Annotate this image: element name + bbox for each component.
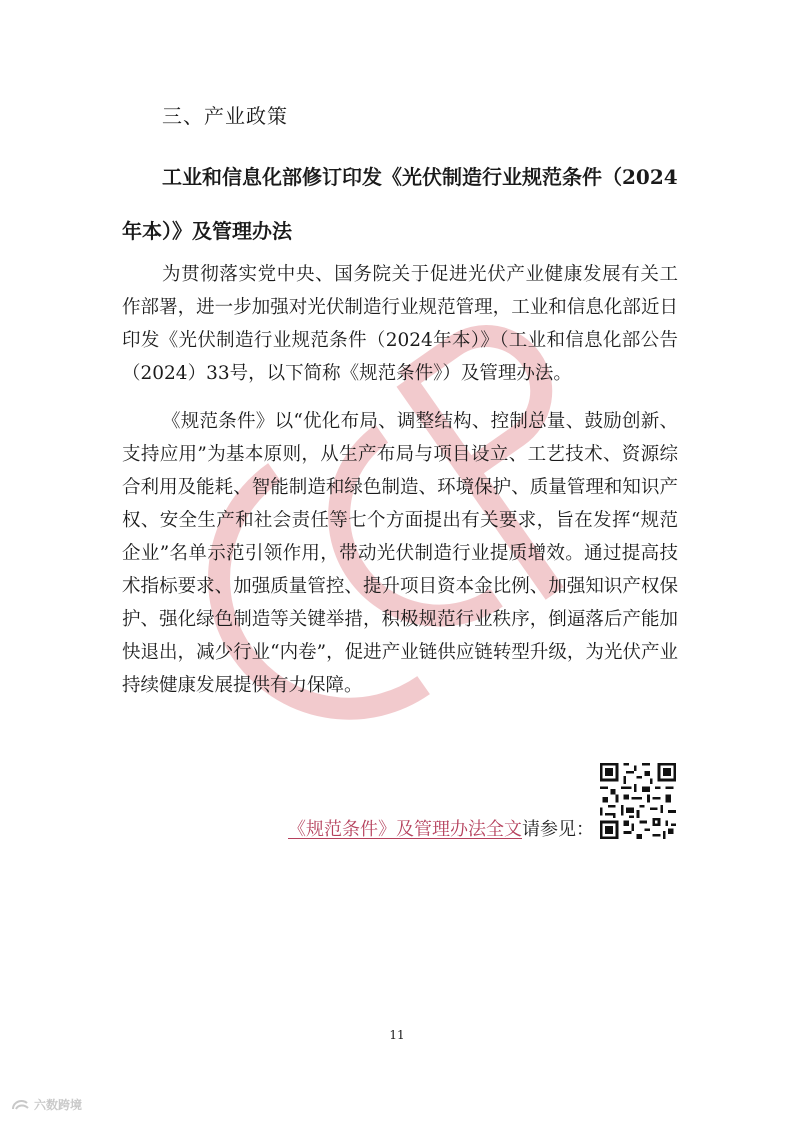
article-title-line2: 年本）》及管理办法	[122, 219, 292, 243]
reference-line	[288, 817, 594, 843]
corner-logo-text: 六数跨境	[34, 1098, 83, 1112]
qr-code-icon[interactable]	[600, 763, 676, 839]
reference-suffix: 请参见：	[522, 819, 594, 840]
paragraph-2: 《规范条件》以“优化布局、调整结构、控制总量、鼓励创新、支持应用”为基本原则，从生产布局与项目设立、工艺技术、资源综合利用及能耗、智能制造和绿色制造、环境保护、质量管理和知识产权、安全生产和社会责任等七个方面提出有关要求，旨在发挥“规范企业”名单示范引领作用，带动光伏制造行业提质增效。通过提高技术指标要求、加强质量管控、提升项目资本金比例、加强知识产权保护、强化绿色制造等关键举措，积极规范行业秩序，倒逼落后产能加快退出，减少行业“内卷”，促进产业链供应链转型升级，为光伏产业持续健康发展提供有力保障。	[122, 411, 678, 696]
full-text-link[interactable]: 《规范条件》及管理办法全文	[288, 819, 522, 840]
corner-logo	[10, 1096, 120, 1118]
article-title-line1: 工业和信息化部修订印发《光伏制造行业规范条件（2024	[162, 165, 678, 189]
paragraph-1: 为贯彻落实党中央、国务院关于促进光伏产业健康发展有关工作部署，进一步加强对光伏制造行业规范管理，工业和信息化部近日印发《光伏制造行业规范条件（2024年本）》（工业和信息化部公告（2024）33号，以下简称《规范条件》）及管理办法。	[122, 264, 678, 384]
brand-logo-icon	[10, 1097, 32, 1113]
article-title	[122, 150, 682, 258]
page-number: 11	[389, 1028, 405, 1042]
reference-row	[250, 763, 676, 843]
section-heading: 三、产业政策	[162, 104, 288, 128]
